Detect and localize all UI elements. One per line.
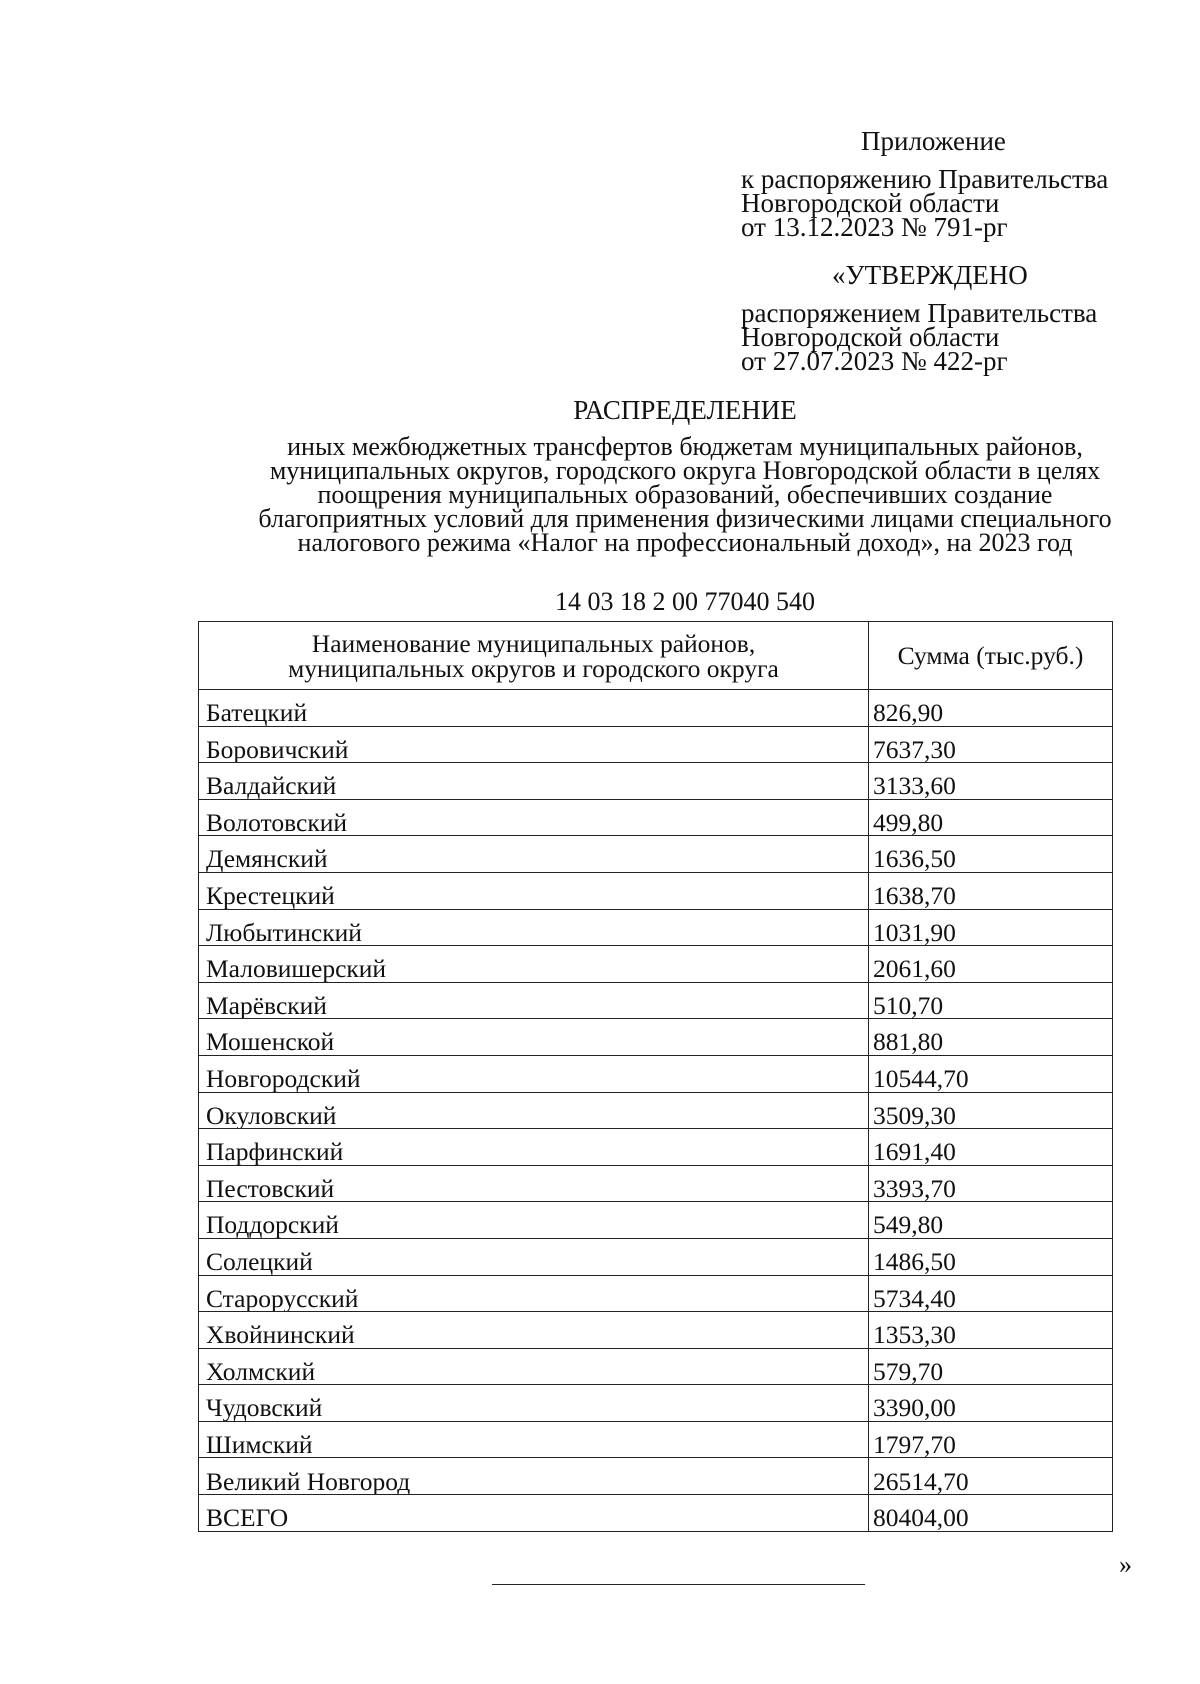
table-row: [199, 1385, 1113, 1422]
total-row: [199, 1495, 1113, 1532]
amount-value: 510,70: [869, 982, 1113, 1019]
amount-value: 1691,40: [869, 1129, 1113, 1166]
amount-value: 1636,50: [869, 836, 1113, 873]
amount-value: 2061,60: [869, 946, 1113, 983]
appendix-line-3: от 13.12.2023 № 791-рг: [741, 212, 1008, 242]
amount-value: 1353,30: [869, 1312, 1113, 1349]
amount-value: 10544,70: [869, 1055, 1113, 1092]
bottom-divider: [492, 1584, 865, 1585]
table-row: [199, 690, 1113, 727]
district-name: Крестецкий: [199, 872, 869, 909]
budget-code: 14 03 18 2 00 77040 540: [555, 587, 815, 616]
table-row: [199, 763, 1113, 800]
table-row: [199, 836, 1113, 873]
header-name-cell: [199, 622, 869, 690]
table-row: [199, 1129, 1113, 1166]
district-name: Любытинский: [199, 909, 869, 946]
district-name: Хвойнинский: [199, 1312, 869, 1349]
district-name: Окуловский: [199, 1092, 869, 1129]
amount-value: 1486,50: [869, 1238, 1113, 1275]
district-name: Поддорский: [199, 1202, 869, 1239]
amount-value: 3509,30: [869, 1092, 1113, 1129]
appendix-line-2: Новгородской области: [741, 188, 1000, 218]
total-value: 80404,00: [869, 1495, 1113, 1532]
amount-value: 826,90: [869, 690, 1113, 727]
district-name: Чудовский: [199, 1385, 869, 1422]
district-name: Старорусский: [199, 1275, 869, 1312]
heading-line-3: поощрения муниципальных образований, обеспечивших создание: [317, 480, 1053, 509]
amount-value: 3133,60: [869, 763, 1113, 800]
approved-line-3: от 27.07.2023 № 422-рг: [741, 346, 1008, 376]
approved-line-1: распоряжением Правительства: [741, 298, 1098, 328]
district-name: Пестовский: [199, 1165, 869, 1202]
amount-value: 3393,70: [869, 1165, 1113, 1202]
district-name: Мошенской: [199, 1019, 869, 1056]
district-name: Боровичский: [199, 726, 869, 763]
table-row: [199, 1019, 1113, 1056]
district-name: Демянский: [199, 836, 869, 873]
district-name: Холмский: [199, 1348, 869, 1385]
total-label: ВСЕГО: [199, 1495, 869, 1532]
amount-value: 3390,00: [869, 1385, 1113, 1422]
heading-line-5: налогового режима «Налог на профессиональный доход», на 2023 год: [297, 528, 1073, 557]
amount-value: 549,80: [869, 1202, 1113, 1239]
amount-value: 26514,70: [869, 1458, 1113, 1495]
document-title: РАСПРЕДЕЛЕНИЕ: [573, 395, 797, 425]
header-name-line-2: муниципальных округов и городского округа: [288, 653, 779, 683]
header-sum-cell: Сумма (тыс.руб.): [869, 622, 1113, 690]
heading-line-1: иных межбюджетных трансфертов бюджетам муниципальных районов,: [287, 432, 1083, 461]
table-row: [199, 1348, 1113, 1385]
district-name: Батецкий: [199, 690, 869, 727]
district-name: Великий Новгород: [199, 1458, 869, 1495]
district-name: Парфинский: [199, 1129, 869, 1166]
amount-value: 1638,70: [869, 872, 1113, 909]
table-row: [199, 1458, 1113, 1495]
table-row: [199, 1202, 1113, 1239]
amount-value: 5734,40: [869, 1275, 1113, 1312]
district-name: Марёвский: [199, 982, 869, 1019]
table-row: [199, 1275, 1113, 1312]
amount-value: 881,80: [869, 1019, 1113, 1056]
district-name: Новгородский: [199, 1055, 869, 1092]
table-row: [199, 1092, 1113, 1129]
table-row: [199, 909, 1113, 946]
district-name: Солецкий: [199, 1238, 869, 1275]
approved-title: «УТВЕРЖДЕНО: [832, 260, 1028, 290]
table-row: [199, 872, 1113, 909]
table-row: [199, 799, 1113, 836]
table-row: [199, 1238, 1113, 1275]
table-row: [199, 946, 1113, 983]
distribution-table: [198, 621, 1113, 1532]
amount-value: 1031,90: [869, 909, 1113, 946]
table-header-row: [199, 622, 1113, 690]
table-row: [199, 1055, 1113, 1092]
amount-value: 499,80: [869, 799, 1113, 836]
table-row: [199, 1165, 1113, 1202]
table-row: [199, 1421, 1113, 1458]
table-row: [199, 1312, 1113, 1349]
header-name-line-1: Наименование муниципальных районов,: [311, 628, 756, 658]
amount-value: 579,70: [869, 1348, 1113, 1385]
table-row: [199, 726, 1113, 763]
district-name: Валдайский: [199, 763, 869, 800]
appendix-title: Приложение: [861, 126, 1006, 156]
district-name: Волотовский: [199, 799, 869, 836]
heading-line-4: благоприятных условий для применения физическими лицами специального: [258, 504, 1112, 533]
approved-line-2: Новгородской области: [741, 322, 1000, 352]
appendix-line-1: к распоряжению Правительства: [741, 164, 1109, 194]
table-row: [199, 982, 1113, 1019]
amount-value: 7637,30: [869, 726, 1113, 763]
district-name: Маловишерский: [199, 946, 869, 983]
district-name: Шимский: [199, 1421, 869, 1458]
heading-line-2: муниципальных округов, городского округа Новгородской области в целях: [269, 456, 1101, 485]
closing-quote: »: [1119, 1550, 1132, 1579]
amount-value: 1797,70: [869, 1421, 1113, 1458]
